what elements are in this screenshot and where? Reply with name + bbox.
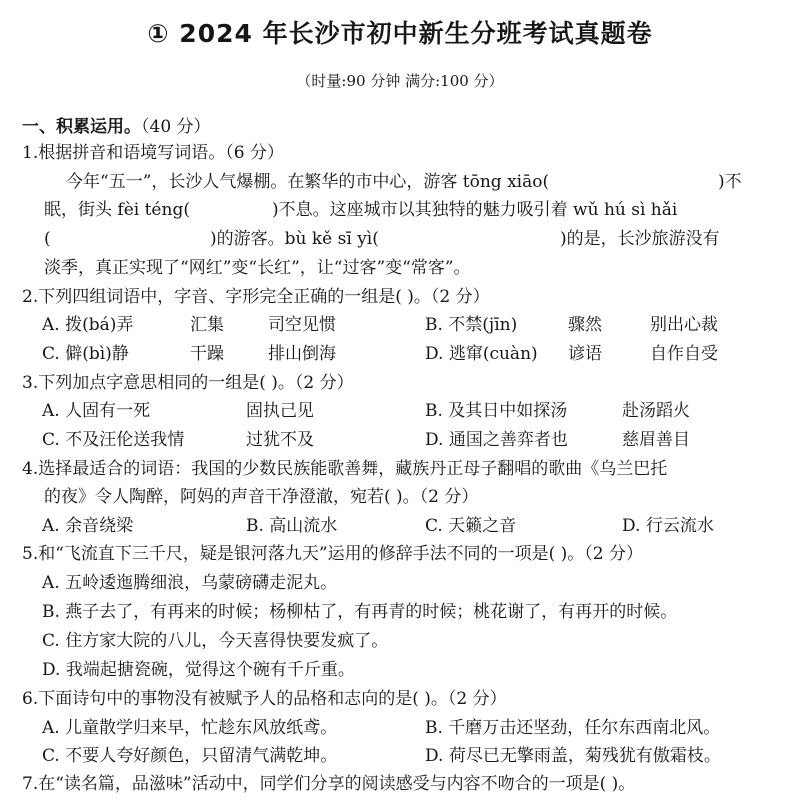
q3-option-a-phrase1: A. 人固有一死: [42, 401, 151, 421]
q4-option-b: B. 高山流水: [246, 516, 338, 536]
q3-option-d-phrase1: D. 通国之善弈者也: [425, 430, 568, 450]
q2-option-b-word3: 别出心裁: [650, 315, 718, 335]
q7-stem: 7.在“读名篇，品滋味”活动中，同学们分享的阅读感受与内容不吻合的一项是( )。: [22, 774, 636, 794]
q2-option-a-word1: A. 拨(bá)弄: [42, 315, 134, 335]
q1-passage-line3-end: )的是，长沙旅游没有: [560, 229, 720, 249]
q5-option-d: D. 我端起搪瓷碗，觉得这个碗有千斤重。: [42, 660, 355, 680]
q2-option-c-word3: 排山倒海: [268, 344, 336, 364]
q6-option-b: B. 千磨万击还坚劲，任尔东西南北风。: [425, 718, 721, 738]
q4-option-d: D. 行云流水: [622, 516, 714, 536]
q2-option-b-word1: B. 不禁(jīn): [425, 315, 518, 335]
q5-option-b: B. 燕子去了，有再来的时候；杨柳枯了，有再青的时候；桃花谢了，有再开的时候。: [42, 602, 678, 622]
q2-option-a-word2: 汇集: [190, 315, 224, 335]
q1-passage-line2: 眠，街头 fèi téng(: [44, 200, 190, 220]
q1-stem: 1.根据拼音和语境写词语。（6 分）: [22, 143, 284, 163]
q4-option-c: C. 天籁之音: [425, 516, 517, 536]
q4-stem-line1: 4.选择最适合的词语：我国的少数民族能歌善舞，藏族丹正母子翻唱的歌曲《乌兰巴托: [22, 459, 668, 479]
q1-passage-line1: 今年“五一”，长沙人气爆棚。在繁华的市中心，游客 tōng xiāo(: [66, 172, 550, 192]
q5-option-a: A. 五岭逶迤腾细浪，乌蒙磅礴走泥丸。: [42, 573, 338, 593]
q6-option-a: A. 儿童散学归来早，忙趁东风放纸鸢。: [42, 718, 338, 738]
section-heading: [22, 112, 211, 137]
exam-subtitle: （时量:90 分钟 满分:100 分）: [296, 72, 504, 90]
q1-passage-line2-mid: )不息。这座城市以其独特的魅力吸引着 wǔ hú sì hǎi: [272, 200, 678, 220]
q1-passage-line1-end: )不: [718, 172, 742, 192]
q3-option-d-phrase2: 慈眉善目: [622, 430, 690, 450]
q2-option-d-word3: 自作自受: [650, 344, 718, 364]
q2-option-a-word3: 司空见惯: [268, 315, 336, 335]
q6-option-d: D. 荷尽已无擎雨盖，菊残犹有傲霜枝。: [425, 746, 721, 766]
exam-title: ① 2024 年长沙市初中新生分班考试真题卷: [147, 19, 653, 48]
q1-passage-line4: 淡季，真正实现了“网红”变“长红”，让“过客”变“常客”。: [44, 258, 471, 278]
q5-option-c: C. 住方家大院的八儿，今天喜得快要发疯了。: [42, 631, 389, 651]
section-score: （40 分）: [141, 117, 211, 137]
q6-stem: 6.下面诗句中的事物没有被赋予人的品格和志向的是( )。（2 分）: [22, 689, 507, 709]
q2-option-c-word2: 干躁: [190, 344, 224, 364]
q1-passage-line3: (: [44, 229, 51, 249]
q6-option-c: C. 不要人夸好颜色，只留清气满乾坤。: [42, 746, 338, 766]
section-title: 一、积累运用。: [22, 117, 141, 137]
q3-option-c-phrase2: 过犹不及: [246, 430, 314, 450]
q3-stem: 3.下列加点字意思相同的一组是( )。（2 分）: [22, 373, 354, 393]
q2-option-b-word2: 骤然: [568, 315, 602, 335]
q3-option-c-phrase1: C. 不及汪伦送我情: [42, 430, 185, 450]
q3-option-b-phrase1: B. 及其日中如探汤: [425, 401, 568, 421]
q2-option-c-word1: C. 僻(bì)静: [42, 344, 129, 364]
q3-option-a-phrase2: 固执己见: [246, 401, 314, 421]
q1-passage-line3-mid: )的游客。bù kě sī yì(: [210, 229, 379, 249]
q2-option-d-word2: 谚语: [568, 344, 602, 364]
q5-stem: 5.和“飞流直下三千尺，疑是银河落九天”运用的修辞手法不同的一项是( )。（2 分）: [22, 544, 643, 564]
q4-stem-line2: 的夜》令人陶醉，阿妈的声音干净澄澈，宛若( )。（2 分）: [44, 487, 479, 507]
q3-option-b-phrase2: 赴汤蹈火: [622, 401, 690, 421]
q2-option-d-word1: D. 逃窜(cuàn): [425, 344, 538, 364]
q4-option-a: A. 余音绕梁: [42, 516, 134, 536]
q2-stem: 2.下列四组词语中，字音、字形完全正确的一组是( )。（2 分）: [22, 287, 490, 307]
